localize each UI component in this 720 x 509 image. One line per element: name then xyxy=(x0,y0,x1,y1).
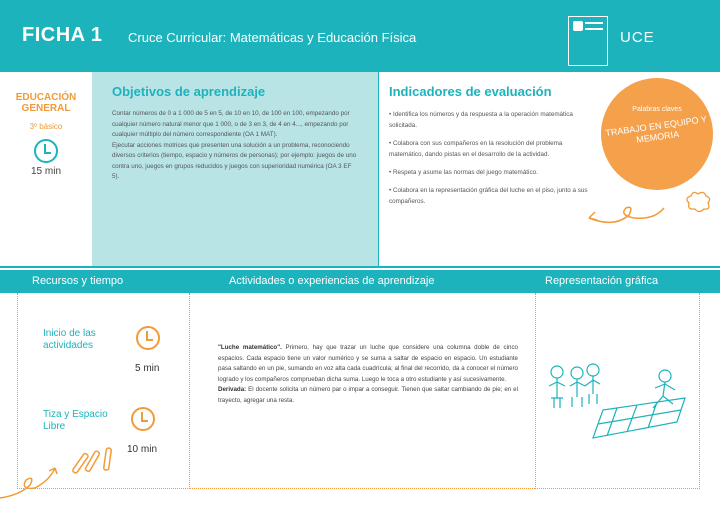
government-logo xyxy=(568,16,608,66)
keywords-label: Palabras claves xyxy=(632,106,682,113)
resource-label: Tiza y Espacio Libre xyxy=(43,409,108,432)
hopscotch-illustration xyxy=(545,360,690,440)
resource-time: 5 min xyxy=(135,363,160,374)
activity-title: "Luche matemático". xyxy=(218,344,282,351)
indicator-item: • Colabora con sus compañeros en la resolución del problema matemático, dando pistas en el desarrollo de la actividad. xyxy=(389,140,563,158)
top-section xyxy=(0,70,720,268)
flower-icon xyxy=(684,190,712,214)
indicators-title: Indicadores de evaluación xyxy=(389,84,552,99)
resource-time: 10 min xyxy=(127,444,158,455)
education-level: EDUCACIÓN GENERAL xyxy=(15,92,77,114)
graphic-header: Representación gráfica xyxy=(545,275,659,287)
indicators-panel xyxy=(378,72,720,266)
clock-icon xyxy=(136,326,160,350)
derived-label: Derivada: xyxy=(218,386,247,393)
indicator-item: • Identifica los números y da respuesta a la operación matemática solicitada. xyxy=(389,111,573,129)
resource-label: Inicio de las actividades xyxy=(43,328,96,351)
objectives-panel xyxy=(92,72,378,266)
clock-icon xyxy=(34,139,58,163)
section-header-bar xyxy=(0,270,720,293)
page-title: Cruce Curricular: Matemáticas y Educación Física xyxy=(128,30,417,45)
objectives-title: Objetivos de aprendizaje xyxy=(112,84,266,99)
level-column xyxy=(0,72,92,266)
keywords-value: TRABAJO EN EQUIPO Y MEMORIA xyxy=(604,113,708,145)
resources-header: Recursos y tiempo xyxy=(32,275,124,287)
activities-header: Actividades o experiencias de aprendizaje xyxy=(229,275,435,287)
duration: 15 min xyxy=(30,166,61,177)
indicator-item: • Colabora en la representación gráfica del luche en el piso, junto a sus compañeros. xyxy=(389,187,588,205)
activity-body: Primero, hay que trazar un luche que considere una columna doble de cinco espacios. Cada espacio tiene un valor numérico y se suma a saltar de espacio en espacio. Un estudiante pasa saltando en un pie, sumando en voz alta cada cuadrícula; al final del recorrido, da a conocer el número logrado y los compañeros comprueban dicha suma. Luego le toca a otro estudiante y así sucesivamente. xyxy=(218,344,518,383)
chalk-icon xyxy=(0,440,120,505)
grade: 3º básico xyxy=(29,122,63,131)
header xyxy=(0,0,720,70)
uce-logo: UCE xyxy=(620,29,655,46)
activity-description xyxy=(218,343,518,406)
objective-text: Contar números de 0 a 1 000 de 5 en 5, de 10 en 10, de 100 en 100, empezando por cualquier número natural menor que 1 000, o de 3 en 3, de 4 en 4..., empezando por cualquier múltiplo del número correspondiente (OA 1 MAT). xyxy=(112,110,350,138)
derived-body: El docente solicita un número par o impar a conseguir. Tienen que saltar cambiando de pie; en el trayecto, agregar una resta. xyxy=(218,386,518,404)
clock-icon xyxy=(131,407,155,431)
ficha-number: FICHA 1 xyxy=(22,24,103,46)
objective-text: Ejecutar acciones motrices que presenten una solución a un problema, reconociendo diversos criterios (tiempo, espacio y números de personas); por ejemplo: juegos de uno contra uno, juegos en grupos reducidos y juegos con superioridad numérica (OA 3 EF 5). xyxy=(112,141,357,180)
indicator-item: • Respeta y asume las normas del juego matemático. xyxy=(389,169,538,176)
keywords-badge xyxy=(601,78,713,190)
